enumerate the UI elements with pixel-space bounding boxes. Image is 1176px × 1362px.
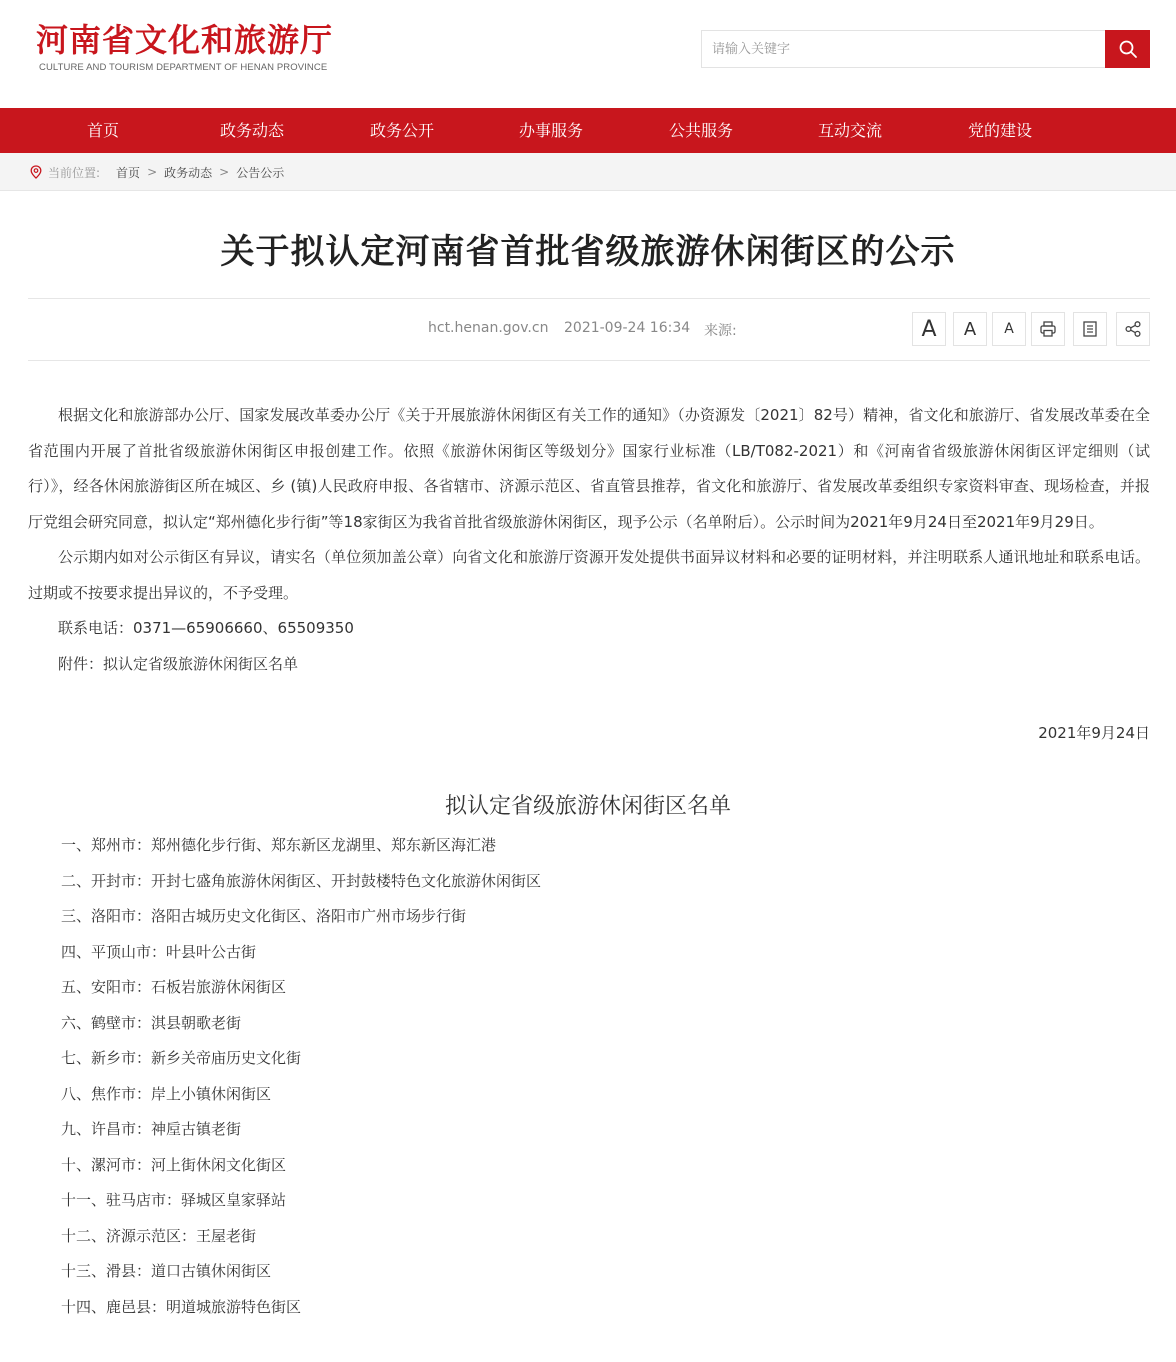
list-item: 七、新乡市：新乡关帝庙历史文化街 [61,1049,302,1067]
list-item: 十四、鹿邑县：明道城旅游特色街区 [61,1297,302,1316]
list-item: 十二、济源示范区：王屋老街 [61,1226,257,1245]
contact-phone: 联系电话：0371—65906660、65509350 [58,619,354,637]
article-paragraph: 根据文化和旅游部办公厅、国家发展改革委办公厅《关于开展旅游休闲街区有关工作的通知》（办资源发〔2021〕82号）精神，省文化和旅游厅、省发展改革委在全省范围内开展了首批省级旅游休闲街区申报创建工作。依照《旅游休闲街区等级划分》国家行业标准（LB/T082-2021）和《河南省省级旅游休闲街区评定细则（试行）》，经各休闲旅游街区所在城区、乡 (镇)人民政府申报、各省辖市、济源示范区、省直管县推荐，省文化和旅游厅、省发展改革委组织专家资料审查、现场检查，并报厅党组会研究同意，拟认定“郑州德化步行街”等18家街区为我省首批省级旅游休闲街区，现予公示（名单附后）。公示时间为2021年9月24日至2021年9月29日。 [28,406,1150,531]
source-site: hct.henan.gov.cn [428,320,549,336]
source-label: 来源: [704,323,737,339]
article-title: 关于拟认定河南省首批省级旅游休闲街区的公示 [220,232,956,272]
share-icon [1124,320,1142,338]
list-title: 拟认定省级旅游休闲街区名单 [444,794,731,819]
list-item: 一、郑州市：郑州德化步行街、郑东新区龙湖里、郑东新区海汇港 [61,836,497,854]
list-item: 十、漯河市：河上街休闲文化街区 [61,1155,287,1174]
breadcrumb-separator: > [147,165,158,179]
print-button[interactable] [1031,312,1065,346]
breadcrumb-bar [0,153,1176,191]
list-item: 八、焦作市：岸上小镇休闲街区 [61,1084,272,1103]
search-bar [701,30,1150,68]
breadcrumb-separator: > [219,165,230,179]
nav-item-public-service[interactable]: 公共服务 [668,121,733,140]
logo-english-subtitle: CULTURE AND TOURISM DEPARTMENT OF HENAN PROVINCE [39,62,328,73]
site-logo[interactable] [36,20,333,73]
nav-item-gov-open[interactable]: 政务公开 [369,121,434,140]
search-input[interactable] [701,30,1105,68]
document-button[interactable] [1073,312,1107,346]
nav-item-party[interactable]: 党的建设 [967,121,1032,140]
nav-item-services[interactable]: 办事服务 [518,121,583,140]
breadcrumb-label: 当前位置: [48,165,101,180]
nav-item-interaction[interactable]: 互动交流 [817,121,882,140]
nav-item-gov-news[interactable]: 政务动态 [219,121,284,140]
list-item: 四、平顶山市：叶县叶公古街 [61,942,257,961]
font-size-large-button[interactable]: A [912,312,946,346]
breadcrumb [30,153,284,191]
list-item: 六、鹤壁市：淇县朝歌老街 [61,1013,242,1032]
article-date: 2021年9月24日 [1038,724,1150,742]
share-button[interactable] [1116,312,1150,346]
nav-item-home[interactable]: 首页 [86,121,119,140]
list-item: 十三、滑县：道口古镇休闲街区 [61,1262,272,1280]
meta-divider [28,360,1150,361]
list-item: 二、开封市：开封七盛角旅游休闲街区、开封鼓楼特色文化旅游休闲街区 [61,871,542,890]
font-size-medium-button[interactable]: A [953,312,987,346]
main-nav [0,108,1176,153]
article-body [28,398,1150,682]
location-pin-icon [30,165,42,179]
district-list [61,828,541,1325]
logo-chinese-title: 河南省文化和旅游厅 [36,21,334,59]
breadcrumb-gov-news[interactable]: 政务动态 [164,165,213,180]
list-item: 十一、驻马店市：驿城区皇家驿站 [61,1191,287,1209]
article-paragraph: 公示期内如对公示街区有异议，请实名（单位须加盖公章）向省文化和旅游厅资源开发处提供书面异议材料和必要的证明材料，并注明联系人通讯地址和联系电话。过期或不按要求提出异议的，不予受理。 [28,548,1150,602]
search-icon [1118,39,1138,59]
breadcrumb-home[interactable]: 首页 [116,165,141,180]
publish-datetime: 2021-09-24 16:34 [564,320,691,336]
attachment-note: 附件：拟认定省级旅游休闲街区名单 [58,654,299,673]
font-size-small-button[interactable]: A [992,312,1026,346]
breadcrumb-announcements[interactable]: 公告公示 [236,165,285,180]
list-item: 五、安阳市：石板岩旅游休闲街区 [61,978,287,996]
site-header [0,0,1176,108]
title-divider [28,298,1150,299]
search-button[interactable] [1105,30,1150,68]
print-icon [1039,320,1057,338]
list-item: 三、洛阳市：洛阳古城历史文化街区、洛阳市广州市场步行街 [61,907,467,925]
article-meta [0,312,1176,346]
document-icon [1081,320,1099,338]
list-item: 九、许昌市：神垕古镇老街 [61,1120,242,1138]
